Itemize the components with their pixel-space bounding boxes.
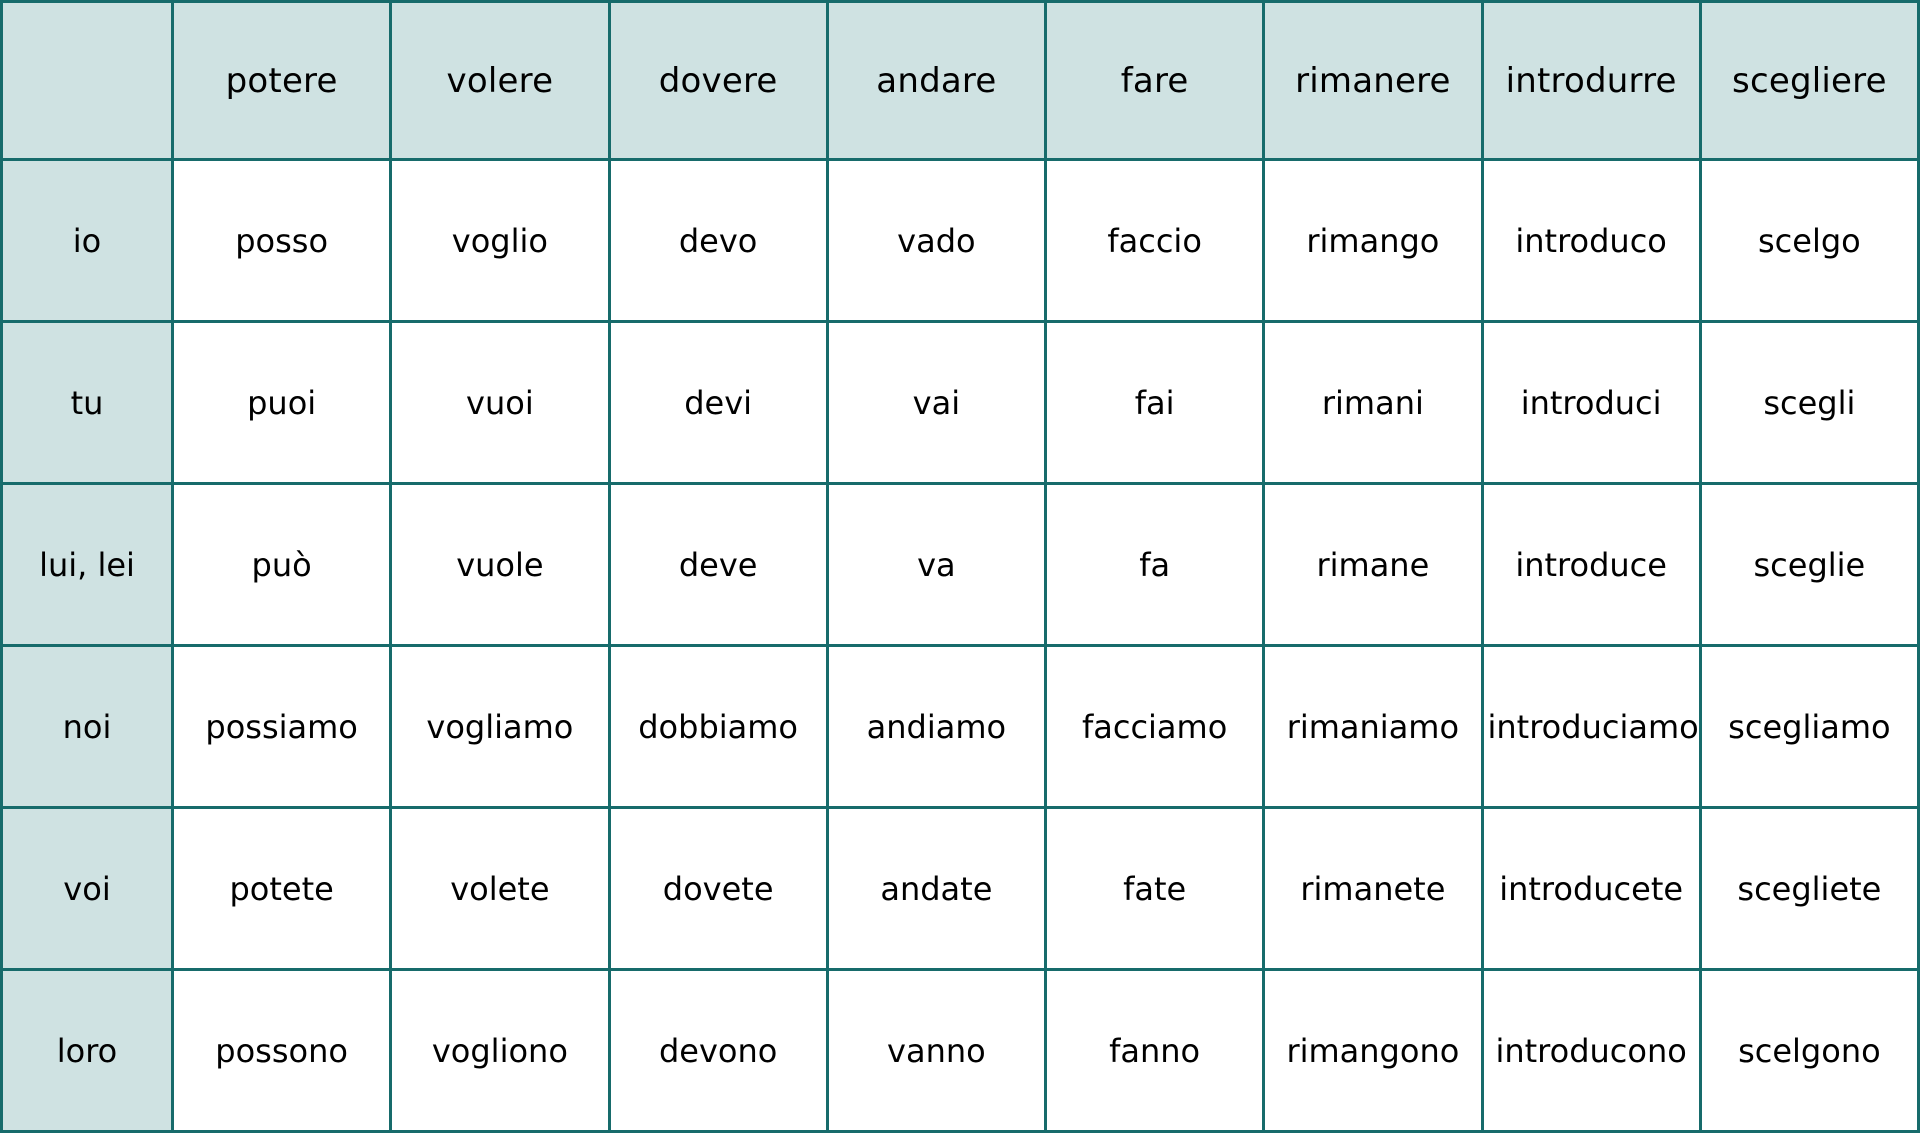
table-body <box>2 160 1919 1132</box>
cell-noi-potere: possiamo <box>173 646 391 808</box>
row-header-noi: noi <box>2 646 173 808</box>
table-row <box>2 160 1919 322</box>
table-row <box>2 322 1919 484</box>
row-header-loro: loro <box>2 970 173 1132</box>
cell-tu-andare: vai <box>827 322 1045 484</box>
cell-noi-volere: vogliamo <box>391 646 609 808</box>
column-header-andare: andare <box>827 2 1045 160</box>
row-header-voi: voi <box>2 808 173 970</box>
cell-lui-lei-scegliere: sceglie <box>1700 484 1918 646</box>
column-header-rimanere: rimanere <box>1264 2 1482 160</box>
cell-voi-andare: andate <box>827 808 1045 970</box>
cell-noi-introdurre: introduciamo <box>1482 646 1700 808</box>
cell-voi-potere: potete <box>173 808 391 970</box>
cell-loro-dovere: devono <box>609 970 827 1132</box>
cell-io-fare: faccio <box>1046 160 1264 322</box>
cell-loro-andare: vanno <box>827 970 1045 1132</box>
cell-tu-potere: puoi <box>173 322 391 484</box>
cell-lui-lei-rimanere: rimane <box>1264 484 1482 646</box>
cell-noi-fare: facciamo <box>1046 646 1264 808</box>
cell-lui-lei-fare: fa <box>1046 484 1264 646</box>
cell-tu-fare: fai <box>1046 322 1264 484</box>
row-header-lui-lei: lui, lei <box>2 484 173 646</box>
cell-voi-scegliere: scegliete <box>1700 808 1918 970</box>
cell-tu-scegliere: scegli <box>1700 322 1918 484</box>
cell-lui-lei-dovere: deve <box>609 484 827 646</box>
cell-io-potere: posso <box>173 160 391 322</box>
cell-voi-volere: volete <box>391 808 609 970</box>
cell-loro-introdurre: introducono <box>1482 970 1700 1132</box>
cell-noi-andare: andiamo <box>827 646 1045 808</box>
cell-loro-potere: possono <box>173 970 391 1132</box>
cell-io-dovere: devo <box>609 160 827 322</box>
cell-tu-introdurre: introduci <box>1482 322 1700 484</box>
cell-tu-rimanere: rimani <box>1264 322 1482 484</box>
cell-noi-dovere: dobbiamo <box>609 646 827 808</box>
cell-voi-dovere: dovete <box>609 808 827 970</box>
cell-tu-volere: vuoi <box>391 322 609 484</box>
cell-lui-lei-andare: va <box>827 484 1045 646</box>
cell-loro-fare: fanno <box>1046 970 1264 1132</box>
column-header-scegliere: scegliere <box>1700 2 1918 160</box>
cell-tu-dovere: devi <box>609 322 827 484</box>
cell-voi-introdurre: introducete <box>1482 808 1700 970</box>
column-header-volere: volere <box>391 2 609 160</box>
table-row <box>2 808 1919 970</box>
column-header-introdurre: introdurre <box>1482 2 1700 160</box>
column-header-potere: potere <box>173 2 391 160</box>
cell-voi-rimanere: rimanete <box>1264 808 1482 970</box>
cell-io-rimanere: rimango <box>1264 160 1482 322</box>
cell-io-introdurre: introduco <box>1482 160 1700 322</box>
table-corner-cell <box>2 2 173 160</box>
cell-noi-scegliere: scegliamo <box>1700 646 1918 808</box>
table-header <box>2 2 1919 160</box>
cell-loro-volere: vogliono <box>391 970 609 1132</box>
cell-io-volere: voglio <box>391 160 609 322</box>
cell-io-scegliere: scelgo <box>1700 160 1918 322</box>
row-header-tu: tu <box>2 322 173 484</box>
table-row <box>2 970 1919 1132</box>
column-header-fare: fare <box>1046 2 1264 160</box>
cell-voi-fare: fate <box>1046 808 1264 970</box>
cell-lui-lei-volere: vuole <box>391 484 609 646</box>
cell-lui-lei-potere: può <box>173 484 391 646</box>
table-row <box>2 646 1919 808</box>
cell-loro-scegliere: scelgono <box>1700 970 1918 1132</box>
cell-loro-rimanere: rimangono <box>1264 970 1482 1132</box>
column-header-dovere: dovere <box>609 2 827 160</box>
cell-io-andare: vado <box>827 160 1045 322</box>
cell-lui-lei-introdurre: introduce <box>1482 484 1700 646</box>
header-row <box>2 2 1919 160</box>
table-row <box>2 484 1919 646</box>
cell-noi-rimanere: rimaniamo <box>1264 646 1482 808</box>
row-header-io: io <box>2 160 173 322</box>
